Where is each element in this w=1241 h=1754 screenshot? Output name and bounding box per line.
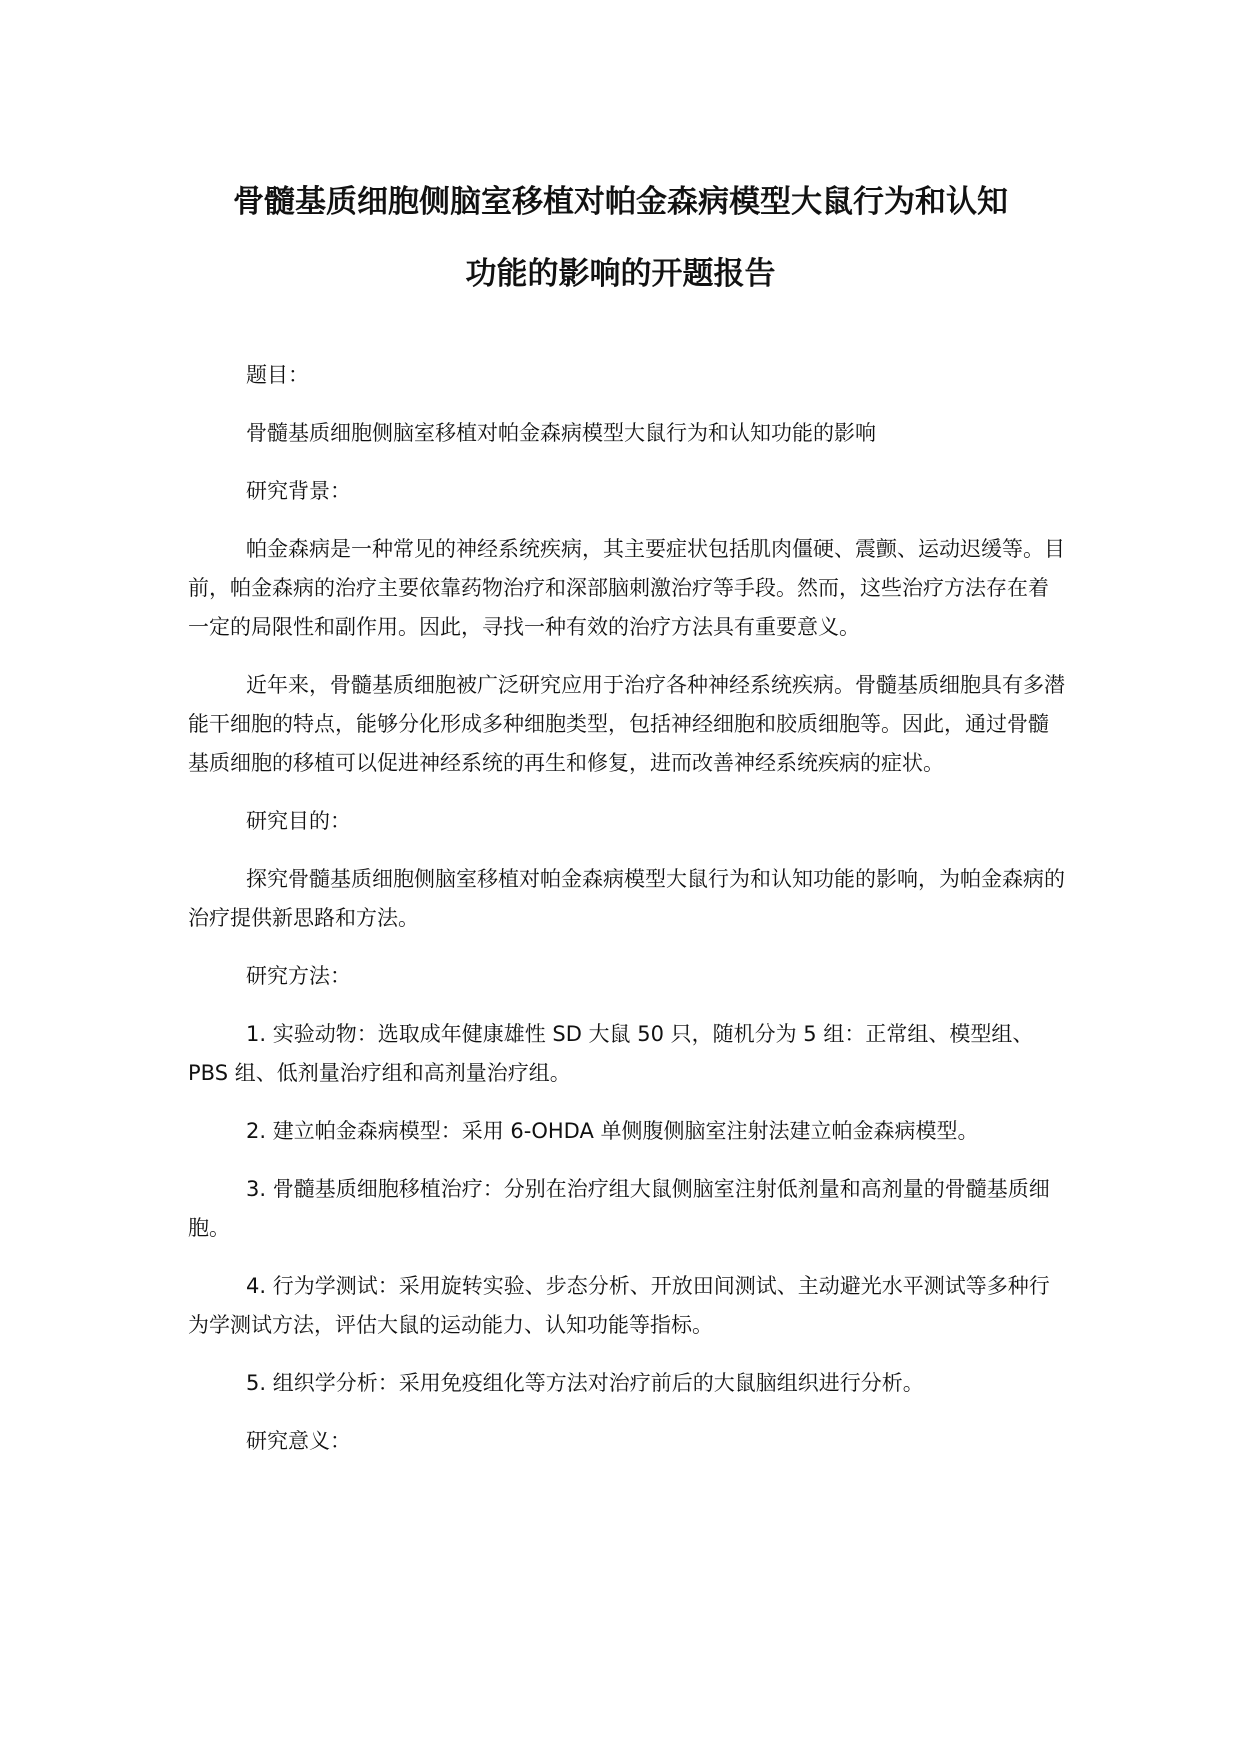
document-title-line-2: 功能的影响的开题报告 (465, 256, 776, 292)
heading-methods: 研究方法： (246, 964, 351, 988)
method-item-3: 3. 骨髓基质细胞移植治疗：分别在治疗组大鼠侧脑室注射低剂量和高剂量的骨髓基质细胞。 (188, 1177, 1050, 1240)
topic-text: 骨髓基质细胞侧脑室移植对帕金森病模型大鼠行为和认知功能的影响 (246, 421, 876, 445)
purpose-paragraph: 探究骨髓基质细胞侧脑室移植对帕金森病模型大鼠行为和认知功能的影响，为帕金森病的治疗提供新思路和方法。 (188, 867, 1065, 930)
background-paragraph-2: 近年来，骨髓基质细胞被广泛研究应用于治疗各种神经系统疾病。骨髓基质细胞具有多潜能干细胞的特点，能够分化形成多种细胞类型，包括神经细胞和胶质细胞等。因此，通过骨髓基质细胞的移植可以促进神经系统的再生和修复，进而改善神经系统疾病的症状。 (188, 673, 1065, 775)
method-item-1: 1. 实验动物：选取成年健康雄性 SD 大鼠 50 只，随机分为 5 组：正常组、模型组、PBS 组、低剂量治疗组和高剂量治疗组。 (188, 1022, 1034, 1085)
background-paragraph-1: 帕金森病是一种常见的神经系统疾病，其主要症状包括肌肉僵硬、震颤、运动迟缓等。目前，帕金森病的治疗主要依靠药物治疗和深部脑刺激治疗等手段。然而，这些治疗方法存在着一定的局限性和副作用。因此，寻找一种有效的治疗方法具有重要意义。 (188, 537, 1065, 639)
heading-significance: 研究意义： (246, 1429, 351, 1453)
document-body (188, 356, 1068, 1480)
document-title-line-1: 骨髓基质细胞侧脑室移植对帕金森病模型大鼠行为和认知 (233, 184, 1008, 220)
heading-purpose: 研究目的： (246, 809, 351, 833)
heading-topic: 题目： (246, 363, 309, 387)
method-item-5: 5. 组织学分析：采用免疫组化等方法对治疗前后的大鼠脑组织进行分析。 (246, 1371, 924, 1395)
heading-background: 研究背景： (246, 479, 351, 503)
method-item-2: 2. 建立帕金森病模型：采用 6-OHDA 单侧腹侧脑室注射法建立帕金森病模型。 (246, 1119, 979, 1143)
method-item-4: 4. 行为学测试：采用旋转实验、步态分析、开放田间测试、主动避光水平测试等多种行为学测试方法，评估大鼠的运动能力、认知功能等指标。 (188, 1274, 1050, 1337)
